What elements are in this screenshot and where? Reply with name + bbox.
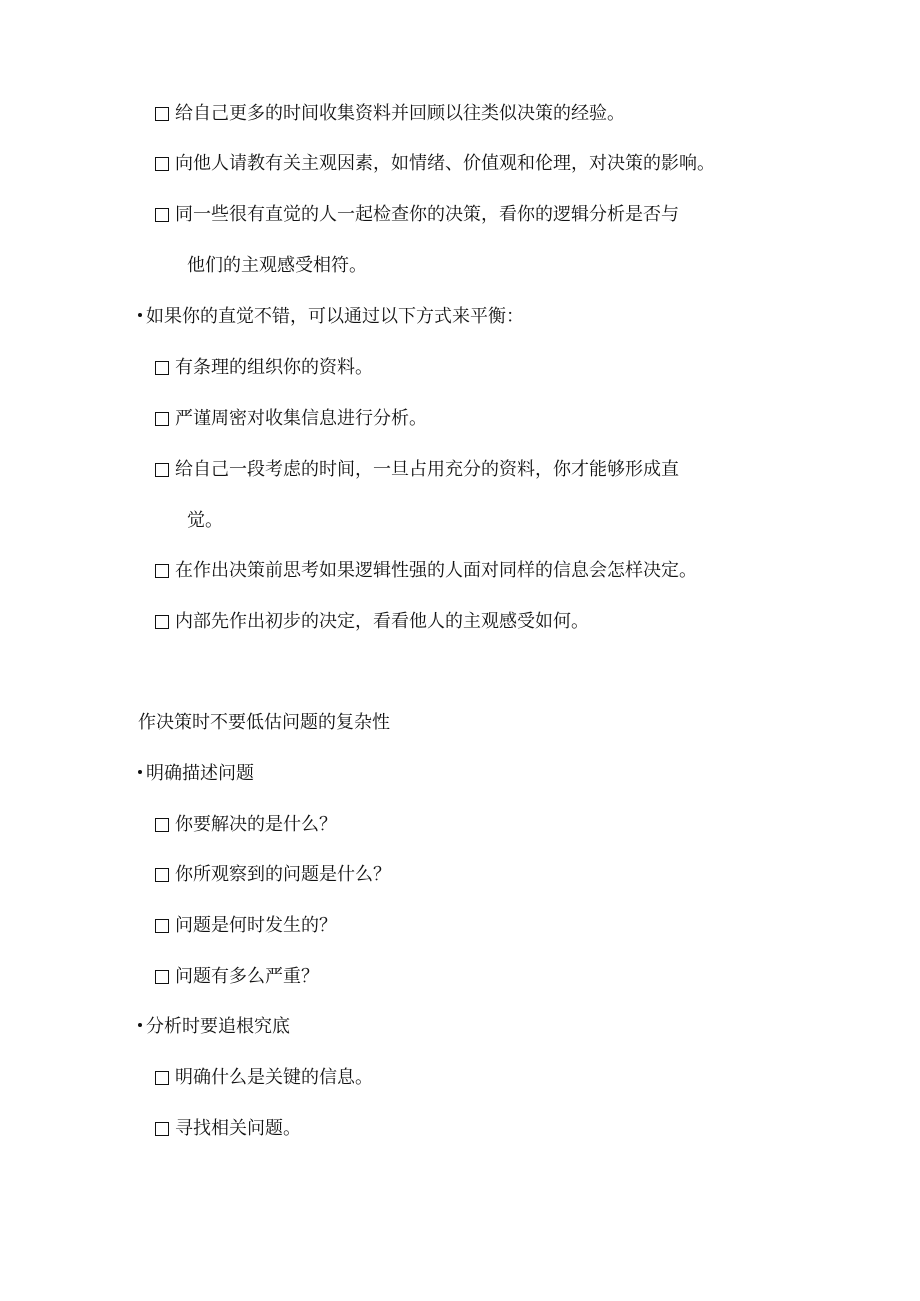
item-text: 你要解决的是什么？ bbox=[175, 814, 337, 835]
checklist-item-continuation: 觉。 bbox=[187, 510, 223, 531]
item-text: 严谨周密对收集信息进行分析。 bbox=[175, 408, 427, 429]
checkbox-icon bbox=[155, 919, 169, 933]
checkbox-icon bbox=[155, 412, 169, 426]
bullet-item bbox=[138, 1015, 290, 1039]
checklist-item bbox=[155, 813, 337, 837]
checkbox-icon bbox=[155, 818, 169, 832]
checkbox-icon bbox=[155, 361, 169, 375]
checklist-item bbox=[155, 914, 337, 938]
item-text: 有条理的组织你的资料。 bbox=[175, 357, 373, 378]
checkbox-icon bbox=[155, 564, 169, 578]
item-text: 给自己更多的时间收集资料并回顾以往类似决策的经验。 bbox=[175, 103, 625, 124]
checkbox-icon bbox=[155, 615, 169, 629]
bullet-icon bbox=[138, 1023, 142, 1027]
item-text: 给自己一段考虑的时间，一旦占用充分的资料，你才能够形成直 bbox=[175, 459, 679, 480]
checklist-item bbox=[155, 863, 391, 887]
checkbox-icon bbox=[155, 463, 169, 477]
item-text: 同一些很有直觉的人一起检查你的决策，看你的逻辑分析是否与 bbox=[175, 204, 679, 225]
item-text: 在作出决策前思考如果逻辑性强的人面对同样的信息会怎样决定。 bbox=[175, 560, 697, 581]
checklist-item bbox=[155, 1066, 373, 1090]
item-text: 寻找相关问题。 bbox=[175, 1118, 301, 1139]
checklist-item bbox=[155, 152, 715, 176]
item-text: 向他人请教有关主观因素，如情绪、价值观和伦理，对决策的影响。 bbox=[175, 153, 715, 174]
checklist-item bbox=[155, 203, 679, 227]
checkbox-icon bbox=[155, 1122, 169, 1136]
bullet-text: 如果你的直觉不错，可以通过以下方式来平衡： bbox=[146, 306, 524, 327]
item-text: 问题有多么严重？ bbox=[175, 966, 319, 987]
item-text: 明确什么是关键的信息。 bbox=[175, 1067, 373, 1088]
checklist-item bbox=[155, 965, 319, 989]
item-text: 你所观察到的问题是什么？ bbox=[175, 864, 391, 885]
bullet-item bbox=[138, 305, 524, 329]
checkbox-icon bbox=[155, 157, 169, 171]
checklist-item bbox=[155, 356, 373, 380]
checklist-item-continuation: 他们的主观感受相符。 bbox=[187, 255, 367, 276]
checklist-item bbox=[155, 102, 625, 126]
bullet-text: 分析时要追根究底 bbox=[146, 1016, 290, 1037]
checklist-item bbox=[155, 458, 679, 482]
checkbox-icon bbox=[155, 868, 169, 882]
item-text: 内部先作出初步的决定，看看他人的主观感受如何。 bbox=[175, 611, 589, 632]
checkbox-icon bbox=[155, 107, 169, 121]
bullet-text: 明确描述问题 bbox=[146, 763, 254, 784]
section-heading: 作决策时不要低估问题的复杂性 bbox=[138, 712, 390, 733]
checklist-item bbox=[155, 407, 427, 431]
checkbox-icon bbox=[155, 208, 169, 222]
bullet-icon bbox=[138, 313, 142, 317]
checkbox-icon bbox=[155, 1071, 169, 1085]
bullet-item bbox=[138, 762, 254, 786]
bullet-icon bbox=[138, 770, 142, 774]
checkbox-icon bbox=[155, 970, 169, 984]
checklist-item bbox=[155, 610, 589, 634]
checklist-item bbox=[155, 559, 697, 583]
checklist-item bbox=[155, 1117, 301, 1141]
item-text: 问题是何时发生的？ bbox=[175, 915, 337, 936]
